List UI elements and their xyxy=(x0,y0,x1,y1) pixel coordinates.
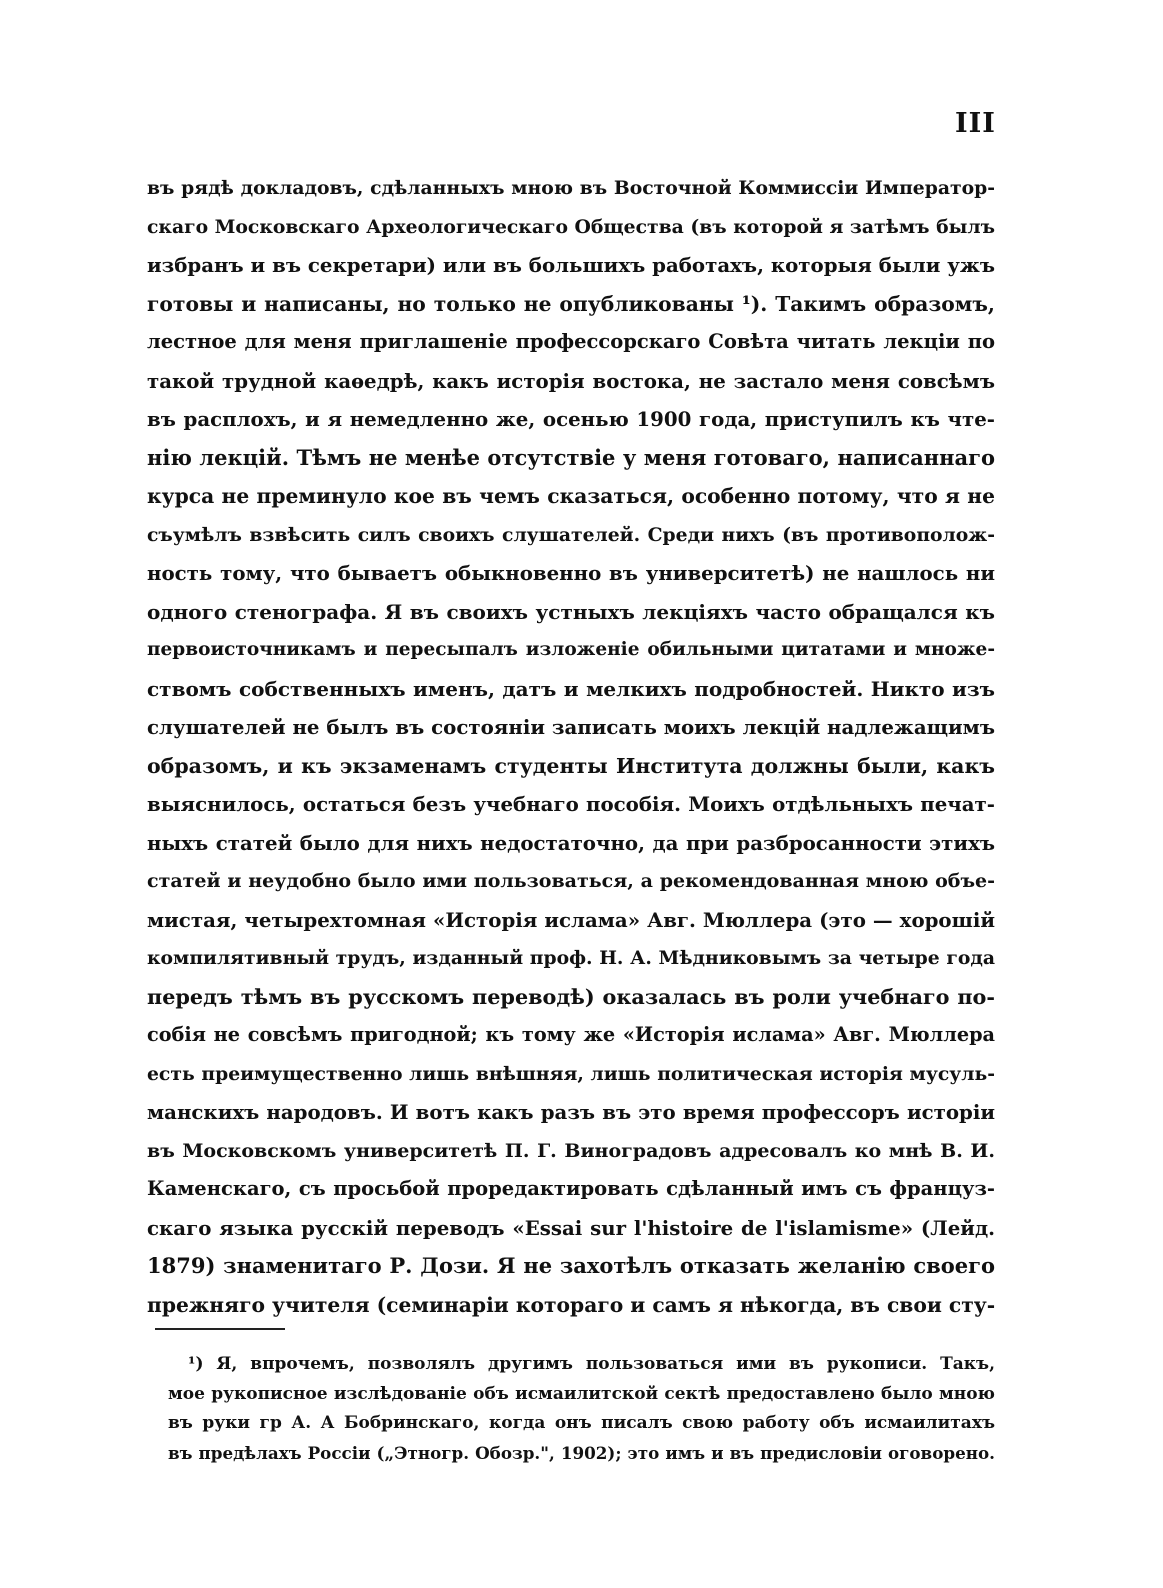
text-line: избранъ и въ секретари) или въ большихъ работахъ, которыя были ужъ xyxy=(147,253,995,277)
body-text xyxy=(147,169,995,1324)
text-line: слушателей не былъ въ состояніи записать моихъ лекцій надлежащимъ xyxy=(147,715,995,739)
text-line: прежняго учителя (семинаріи котораго и самъ я нѣкогда, въ свои сту- xyxy=(147,1292,996,1317)
footnote-line: мое рукописное изслѣдованіе объ исмаилитской сектѣ предоставлено было мною xyxy=(168,1383,995,1404)
text-line: собія не совсѣмъ пригодной; къ тому же «Исторія ислама» Авг. Мюллера xyxy=(147,1023,995,1046)
text-line: образомъ, и къ экзаменамъ студенты Института должны были, какъ xyxy=(147,753,995,778)
text-line: скаго Московскаго Археологическаго Общества (въ которой я затѣмъ былъ xyxy=(147,215,995,238)
text-line: одного стенографа. Я въ своихъ устныхъ лекціяхъ часто обращался къ xyxy=(147,599,995,624)
text-line: есть преимущественно лишь внѣшняя, лишь политическая исторія мусуль- xyxy=(147,1062,995,1085)
text-line: въ Московскомъ университетѣ П. Г. Виноградовъ адресовалъ ко мнѣ В. И. xyxy=(147,1139,995,1162)
text-line: первоисточникамъ и пересыпалъ изложеніе обильными цитатами и множе- xyxy=(147,639,995,660)
footnote-line: въ предѣлахъ Россіи („Этногр. Обозр.", 1902); это имъ и въ предисловіи оговорено. xyxy=(168,1442,995,1463)
text-line: компилятивный трудъ, изданный проф. Н. А. Мѣдниковымъ за четыре года xyxy=(147,947,995,969)
footnote-divider xyxy=(155,1328,285,1330)
footnote-line: въ руки гр А. А Бобринскаго, когда онъ писалъ свою работу объ исмаилитахъ xyxy=(168,1413,995,1433)
text-line: нію лекцій. Тѣмъ не менѣе отсутствіе у меня готоваго, написаннаго xyxy=(147,444,995,470)
text-line: 1879) знаменитаго Р. Дози. Я не захотѣлъ отказать желанію своего xyxy=(147,1253,995,1278)
text-line: выяснилось, остаться безъ учебнаго пособія. Моихъ отдѣльныхъ печат- xyxy=(147,792,995,816)
text-line: ствомъ собственныхъ именъ, датъ и мелкихъ подробностей. Никто изъ xyxy=(147,676,995,701)
text-line: мистая, четырехтомная «Исторія ислама» Авг. Мюллера (это — хорошій xyxy=(147,907,995,932)
text-line: курса не преминуло кое въ чемъ сказаться, особенно потому, что я не xyxy=(147,484,995,508)
page-number: III xyxy=(955,108,996,139)
text-line: скаго языка русскій переводъ «Essai sur l'histoire de l'islamisme» (Лейд. xyxy=(147,1215,995,1240)
text-line: готовы и написаны, но только не опубликованы ¹). Такимъ образомъ, xyxy=(147,291,995,316)
text-line: съумѣлъ взвѣсить силъ своихъ слушателей. Среди нихъ (въ противополож- xyxy=(147,523,995,546)
text-line: ность тому, что бываетъ обыкновенно въ университетѣ) не нашлось ни xyxy=(147,561,995,585)
text-line: ныхъ статей было для нихъ недостаточно, да при разбросанности этихъ xyxy=(147,830,995,855)
text-line: въ рядѣ докладовъ, сдѣланныхъ мною въ Восточной Коммиссіи Император- xyxy=(147,177,995,199)
text-line: манскихъ народовъ. И вотъ какъ разъ въ это время профессоръ исторіи xyxy=(147,1100,995,1124)
text-line: статей и неудобно было ими пользоваться, а рекомендованная мною объе- xyxy=(147,870,995,892)
text-line: лестное для меня приглашеніе профессорскаго Совѣта читать лекціи по xyxy=(147,330,995,353)
footnote xyxy=(168,1350,995,1468)
footnote-line: ¹) Я, впрочемъ, позволялъ другимъ пользоваться ими въ рукописи. Такъ, xyxy=(188,1354,995,1374)
text-line: передъ тѣмъ въ русскомъ переводѣ) оказалась въ роли учебнаго по- xyxy=(147,984,995,1009)
text-line: въ расплохъ, и я немедленно же, осенью 1900 года, приступилъ къ чте- xyxy=(147,407,995,431)
text-line: такой трудной каѳедрѣ, какъ исторія востока, не застало меня совсѣмъ xyxy=(147,368,995,393)
text-line: Каменскаго, съ просьбой проредактировать сдѣланный имъ съ француз- xyxy=(147,1177,995,1200)
